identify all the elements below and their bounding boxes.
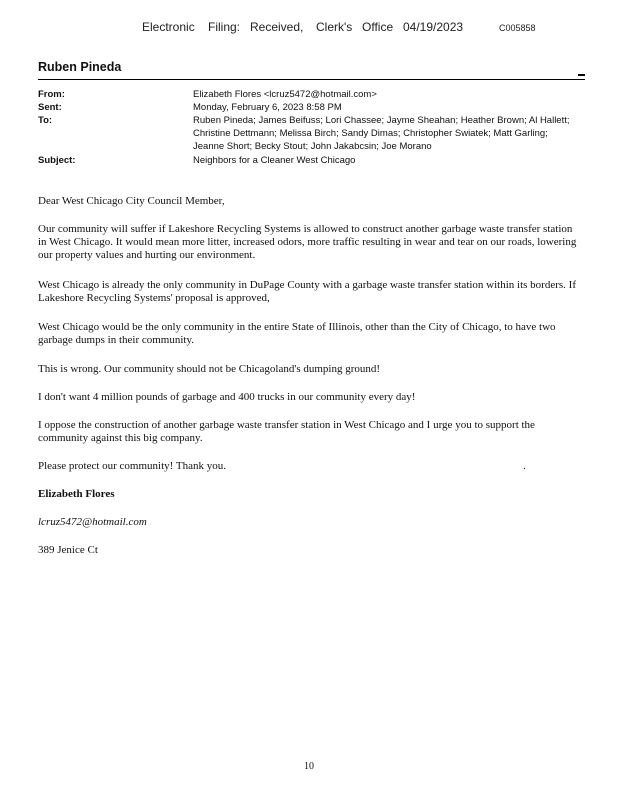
- stamp-word-electronic: Electronic: [142, 20, 195, 34]
- letter-greeting: Dear West Chicago City Council Member,: [38, 195, 225, 207]
- stamp-word-filing: Filing:: [208, 20, 241, 34]
- stamp-word-received: Received,: [250, 20, 304, 34]
- to-line-3: Jeanne Short; Becky Stout; John Jakabcsin; Joe Morano: [193, 141, 432, 152]
- subject-value: Neighbors for a Cleaner West Chicago: [193, 155, 356, 166]
- stamp-code: C005858: [499, 23, 536, 33]
- letter-paragraph-4: This is wrong. Our community should not be Chicagoland's dumping ground!: [38, 363, 381, 375]
- letter-paragraph-3: West Chicago would be the only community in the entire State of Illinois, other than the City of Chicago, to have two garbage dumps in their community.: [38, 321, 556, 346]
- page-number: 10: [304, 761, 314, 772]
- to-label: To:: [38, 115, 53, 126]
- mailbox-owner: Ruben Pineda: [38, 60, 122, 74]
- signature-name: Elizabeth Flores: [38, 488, 115, 500]
- signature-address: 389 Jenice Ct: [38, 544, 98, 556]
- stamp-date: 04/19/2023: [403, 20, 464, 34]
- from-label: From:: [38, 89, 65, 100]
- signature-email: lcruz5472@hotmail.com: [38, 516, 147, 528]
- letter-paragraph-5: I don't want 4 million pounds of garbage and 400 trucks in our community every day!: [38, 391, 416, 403]
- letter-paragraph-1: Our community will suffer if Lakeshore Recycling Systems is allowed to construct another garbage waste transfer station in West Chicago. It would mean more litter, increased odors, more traffic resulting in wear and tear on our roads, lowering our property values and hurting our environment.: [38, 223, 577, 261]
- sent-value: Monday, February 6, 2023 8:58 PM: [193, 102, 342, 113]
- to-line-2: Christine Dettmann; Melissa Birch; Sandy Dimas; Christopher Swiatek; Matt Garling;: [193, 128, 548, 139]
- header-divider: [38, 79, 585, 80]
- subject-label: Subject:: [38, 155, 76, 166]
- letter-paragraph-2: West Chicago is already the only community in DuPage County with a garbage waste transfer station within its borders. If Lakeshore Recycling Systems' proposal is approved,: [38, 279, 576, 304]
- sent-label: Sent:: [38, 102, 62, 113]
- stamp-word-office: Office: [362, 20, 394, 34]
- stray-mark: .: [523, 460, 526, 472]
- from-value: Elizabeth Flores <lcruz5472@hotmail.com>: [193, 89, 377, 100]
- stamp-word-clerks: Clerk's: [316, 20, 353, 34]
- letter-paragraph-6: I oppose the construction of another garbage waste transfer station in West Chicago and I urge you to support the community against this big company.: [38, 419, 535, 444]
- letter-paragraph-7: Please protect our community! Thank you.: [38, 460, 226, 472]
- email-header: [0, 88, 618, 168]
- header-mark: [578, 74, 585, 76]
- to-line-1: Ruben Pineda; James Beifuss; Lori Chassee; Jayme Sheahan; Heather Brown; Al Hallett;: [193, 115, 570, 126]
- filing-stamp: [0, 20, 618, 38]
